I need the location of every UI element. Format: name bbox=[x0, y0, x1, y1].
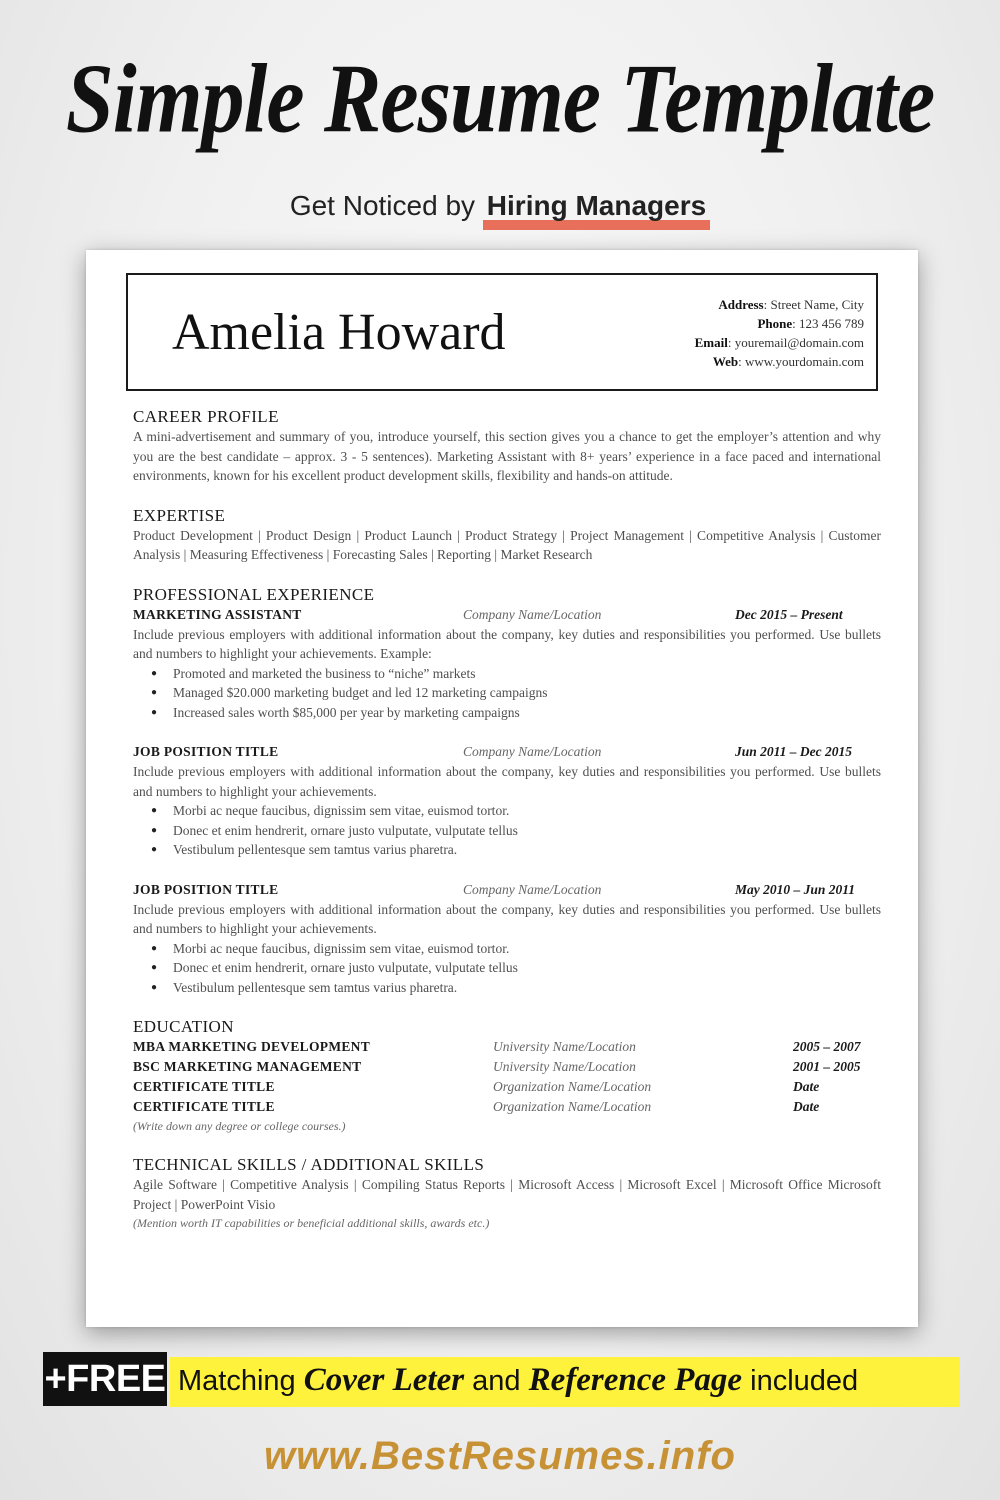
experience-entry bbox=[133, 742, 881, 860]
contact-value: : Street Name, City bbox=[763, 297, 864, 312]
education-row bbox=[133, 1057, 881, 1077]
banner-text-2: and bbox=[464, 1365, 529, 1397]
subtitle-highlight: Hiring Managers bbox=[483, 186, 710, 226]
experience-list bbox=[133, 605, 881, 998]
job-dates: Dec 2015 – Present bbox=[735, 606, 843, 622]
job-header bbox=[133, 880, 881, 900]
education-row bbox=[133, 1097, 881, 1117]
education-degree: MBA MARKETING DEVELOPMENT bbox=[133, 1039, 371, 1054]
subtitle bbox=[0, 186, 1000, 226]
contact-line bbox=[564, 314, 864, 333]
bullet-item: ● Donec et enim hendrerit, ornare justo vulputate, vulputate tellus bbox=[151, 821, 881, 841]
banner-text-3: included bbox=[742, 1365, 859, 1397]
education-dates: Date bbox=[793, 1079, 820, 1094]
job-header bbox=[133, 605, 881, 625]
banner-script-cover-letter: Cover Leter bbox=[303, 1362, 465, 1398]
contact-label: Phone bbox=[757, 316, 793, 331]
banner-script-reference-page: Reference Page bbox=[528, 1362, 743, 1398]
banner-text-1: Matching bbox=[178, 1365, 304, 1397]
skills-title: TECHNICAL SKILLS / ADDITIONAL SKILLS bbox=[133, 1155, 485, 1174]
resume-content bbox=[133, 407, 881, 1232]
subtitle-prefix: Get Noticed by bbox=[289, 190, 476, 221]
experience-title: PROFESSIONAL EXPERIENCE bbox=[133, 584, 375, 604]
job-bullets bbox=[151, 664, 881, 723]
education-note: (Write down any degree or college courses.) bbox=[133, 1119, 346, 1133]
education-institution: University Name/Location bbox=[493, 1039, 636, 1054]
job-description: Include previous employers with additional information about the company, key duties and responsibilities you performed. Use bullets and numbers to highlight your achievements. Example: bbox=[133, 626, 881, 661]
contact-value: : 123 456 789 bbox=[792, 316, 864, 331]
bullet-item: ● Vestibulum pellentesque sem tamtus varius pharetra. bbox=[151, 840, 881, 860]
career-profile-title: CAREER PROFILE bbox=[133, 407, 279, 426]
job-title: JOB POSITION TITLE bbox=[133, 881, 279, 897]
bullet-item: ● Morbi ac neque faucibus, dignissim sem vitae, euismod tortor. bbox=[151, 801, 881, 821]
experience-entry bbox=[133, 880, 881, 998]
education-row bbox=[133, 1077, 881, 1097]
name-header-box bbox=[126, 273, 878, 391]
job-company: Company Name/Location bbox=[463, 881, 602, 897]
job-dates: Jun 2011 – Dec 2015 bbox=[735, 744, 853, 759]
education-institution: Organization Name/Location bbox=[493, 1099, 652, 1114]
job-title: MARKETING ASSISTANT bbox=[133, 606, 302, 622]
bullet-item: ● Managed $20.000 marketing budget and led 12 marketing campaigns bbox=[151, 683, 881, 703]
expertise-text: Product Development | Product Design | Product Launch | Product Strategy | Project Management | Competitive Analysis | Customer Analysis | Measuring Effectiveness | Forecasting Sales | Reporting | Market Research bbox=[133, 527, 881, 562]
contact-label: Email bbox=[694, 335, 728, 350]
education-degree: BSC MARKETING MANAGEMENT bbox=[133, 1059, 362, 1074]
contact-line bbox=[564, 352, 864, 371]
job-header bbox=[133, 742, 881, 762]
education-institution: Organization Name/Location bbox=[493, 1079, 652, 1094]
contact-value: : youremail@domain.com bbox=[727, 335, 864, 350]
candidate-name: Amelia Howard bbox=[172, 304, 506, 361]
education-dates: 2005 – 2007 bbox=[793, 1039, 861, 1054]
contact-line bbox=[564, 295, 864, 314]
free-badge: +FREE bbox=[43, 1352, 167, 1406]
matching-banner bbox=[170, 1357, 960, 1407]
education-dates: 2001 – 2005 bbox=[793, 1059, 861, 1074]
contact-info bbox=[564, 295, 864, 371]
expertise-title: EXPERTISE bbox=[133, 505, 226, 525]
resume-sheet bbox=[86, 250, 918, 1327]
bullet-item: ● Promoted and marketed the business to “niche” markets bbox=[151, 664, 881, 684]
job-company: Company Name/Location bbox=[463, 744, 602, 759]
career-profile-text: A mini-advertisement and summary of you, introduce yourself, this section gives you a chance to get the employer’s attention and why you are the best candidate – approx. 3 - 5 sentences). Marketing Assistant with 8+ years’ experience in a face paced and international environments, known for his excellent product development skills, flexibility and hands-on attitude. bbox=[133, 429, 881, 483]
job-title: JOB POSITION TITLE bbox=[133, 744, 279, 759]
job-dates: May 2010 – Jun 2011 bbox=[735, 881, 856, 897]
website-link[interactable]: www.BestResumes.info bbox=[264, 1434, 736, 1478]
job-bullets bbox=[151, 939, 881, 998]
contact-label: Address bbox=[718, 297, 764, 312]
contact-label: Web bbox=[712, 354, 739, 369]
experience-entry bbox=[133, 605, 881, 723]
job-description: Include previous employers with additional information about the company, key duties and responsibilities you performed. Use bullets and numbers to highlight your achievements. bbox=[133, 901, 881, 936]
education-list bbox=[133, 1037, 881, 1117]
skills-note: (Mention worth IT capabilities or beneficial additional skills, awards etc.) bbox=[133, 1216, 490, 1230]
job-bullets bbox=[151, 801, 881, 860]
contact-line bbox=[564, 333, 864, 352]
bullet-item: ● Donec et enim hendrerit, ornare justo vulputate, vulputate tellus bbox=[151, 958, 881, 978]
page-headline: Simple Resume Template bbox=[65, 42, 935, 154]
education-institution: University Name/Location bbox=[493, 1059, 636, 1074]
bullet-item: ● Increased sales worth $85,000 per year by marketing campaigns bbox=[151, 703, 881, 723]
contact-value: : www.yourdomain.com bbox=[738, 354, 864, 369]
education-title: EDUCATION bbox=[133, 1017, 234, 1036]
job-company: Company Name/Location bbox=[463, 606, 602, 622]
bullet-item: ● Morbi ac neque faucibus, dignissim sem vitae, euismod tortor. bbox=[151, 939, 881, 959]
education-row bbox=[133, 1037, 881, 1057]
education-dates: Date bbox=[793, 1099, 820, 1114]
job-description: Include previous employers with additional information about the company, key duties and responsibilities you performed. Use bullets and numbers to highlight your achievements. bbox=[133, 764, 881, 799]
education-degree: CERTIFICATE TITLE bbox=[133, 1099, 275, 1114]
skills-text: Agile Software | Competitive Analysis | Compiling Status Reports | Microsoft Access | Microsoft Excel | Microsoft Office Microsoft Project | PowerPoint Visio bbox=[133, 1177, 881, 1212]
education-degree: CERTIFICATE TITLE bbox=[133, 1079, 275, 1094]
bullet-item: ● Vestibulum pellentesque sem tamtus varius pharetra. bbox=[151, 978, 881, 998]
